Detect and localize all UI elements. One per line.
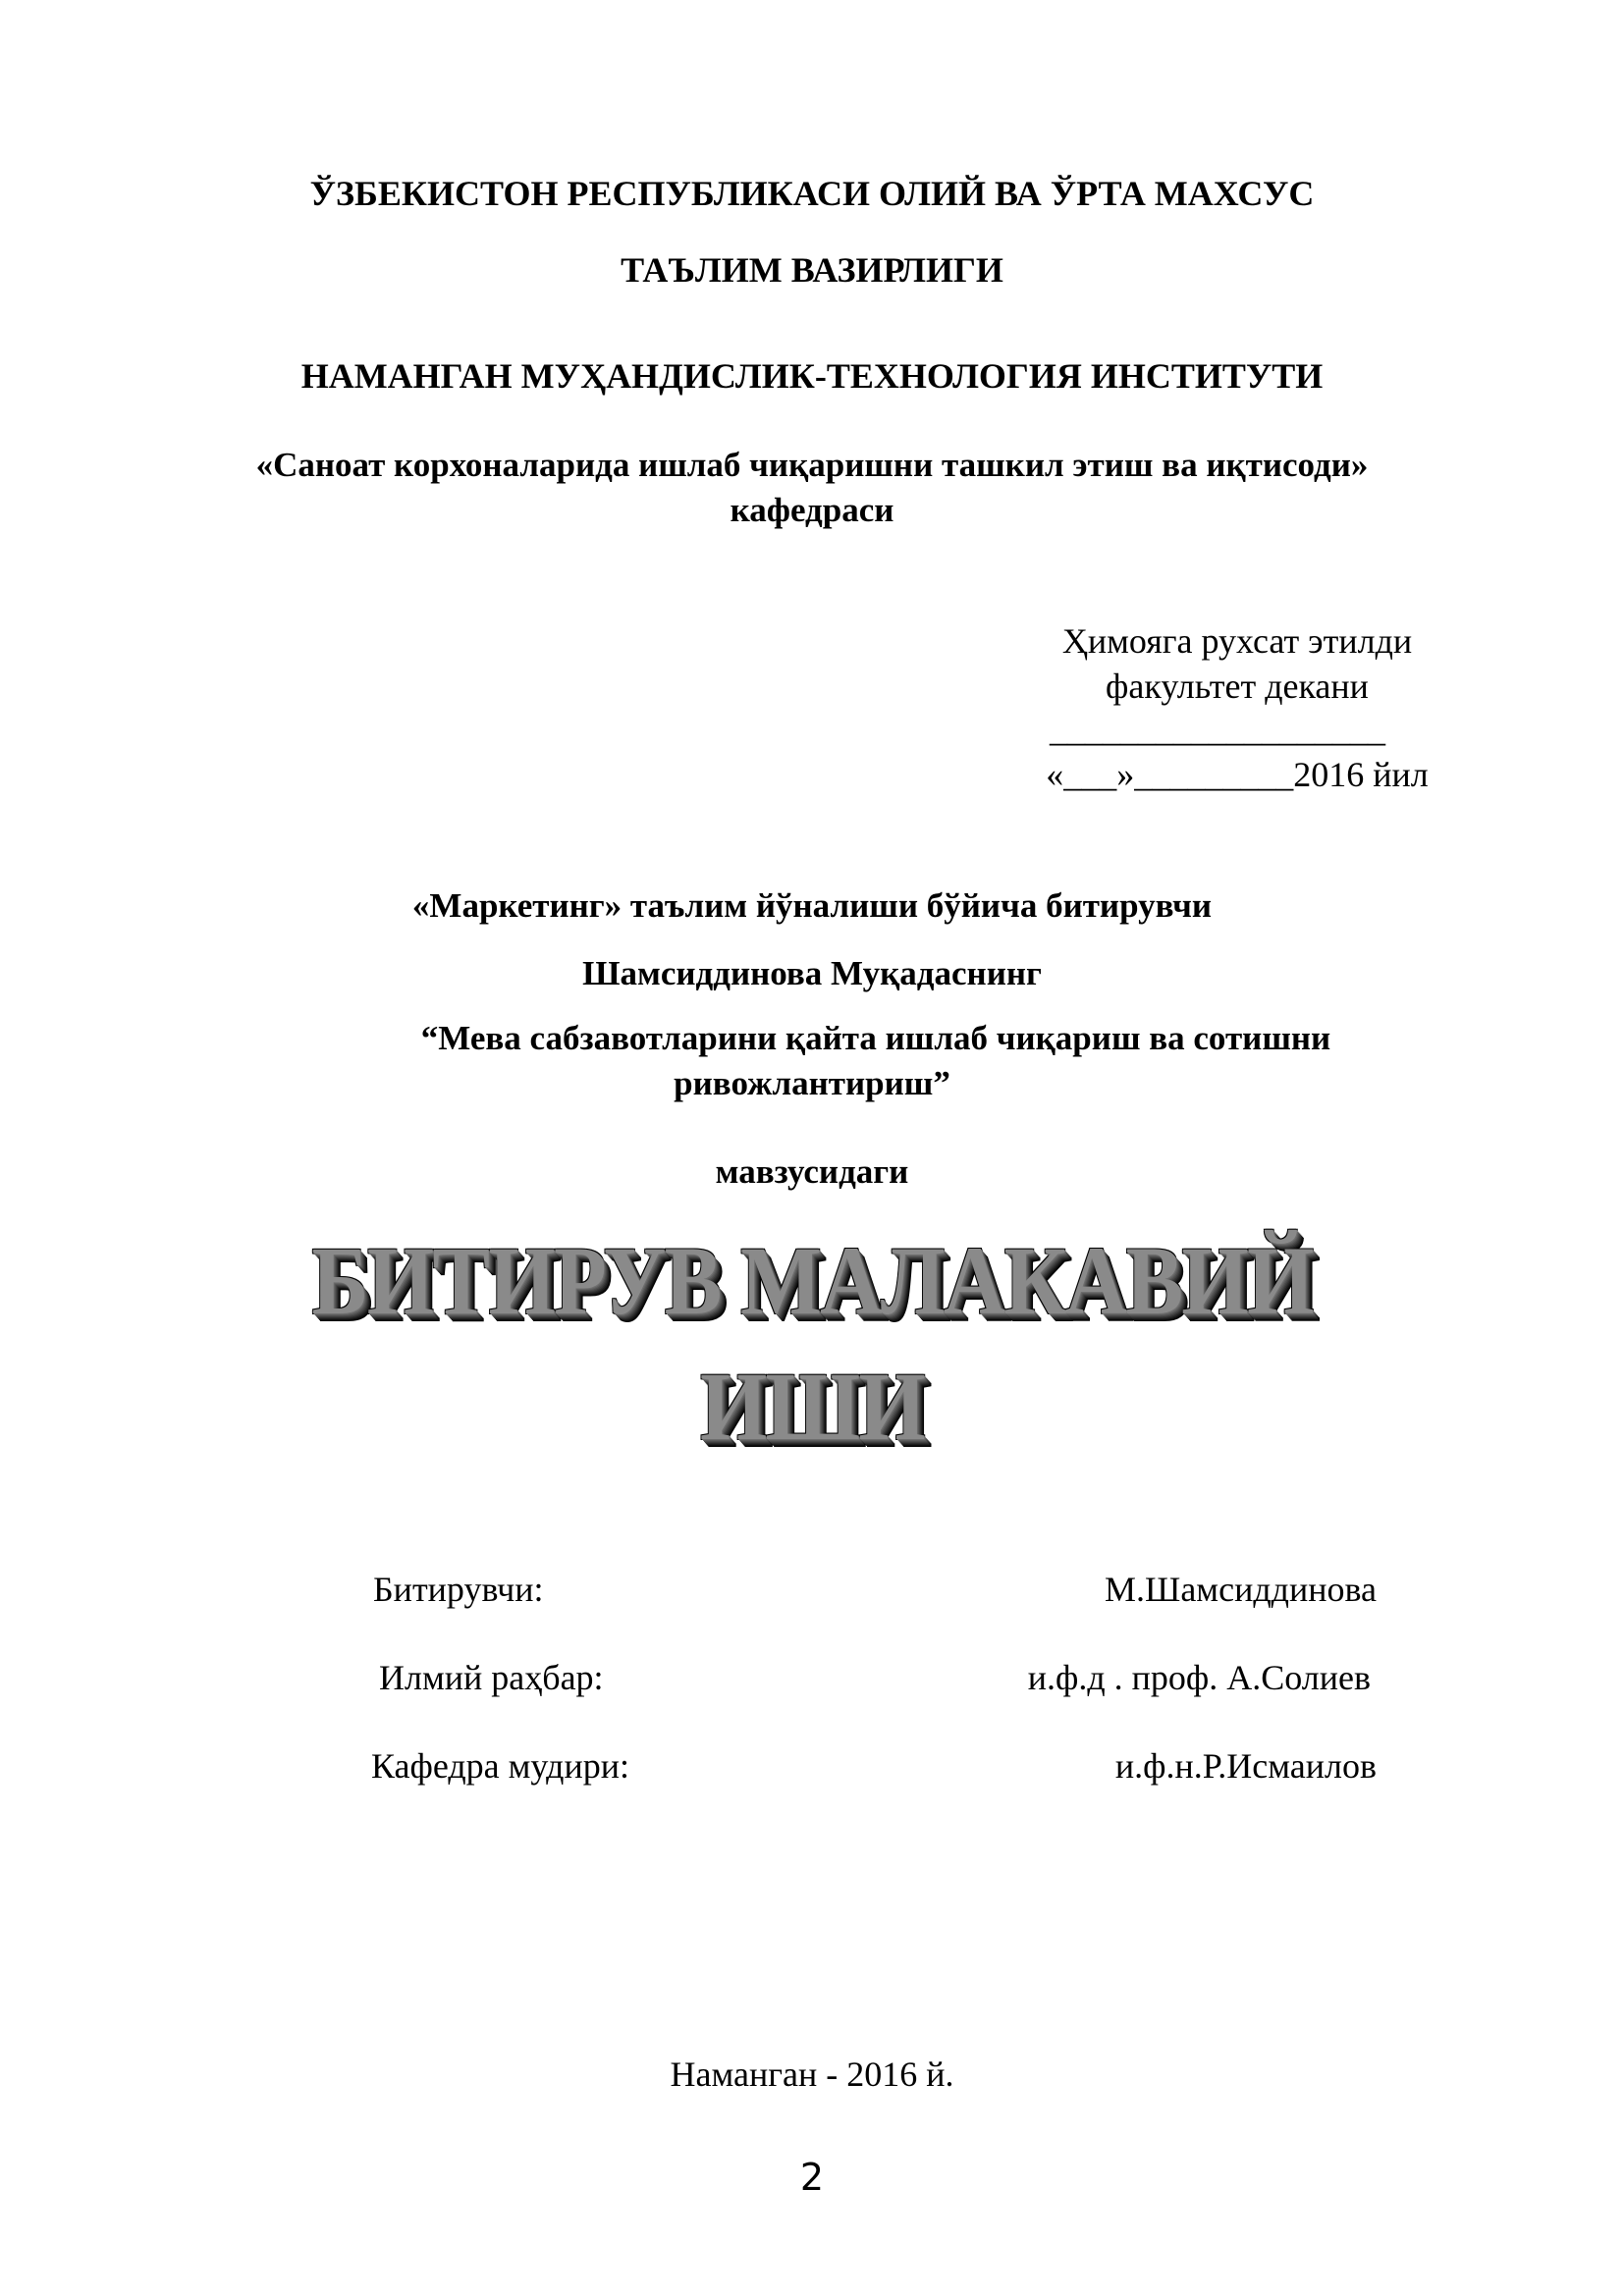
topic-direction: «Маркетинг» таълим йўналиши бўйича битирувчи	[411, 886, 1213, 925]
place-and-year: Наманган - 2016 й.	[670, 2055, 954, 2094]
signature-value: М.Шамсиддинова	[1105, 1570, 1377, 1609]
signature-value: и.ф.н.Р.Исмаилов	[1114, 1746, 1377, 1786]
department-line-2: кафедраси	[730, 491, 894, 529]
ministry-line-1: ЎЗБЕКИСТОН РЕСПУБЛИКАСИ ОЛИЙ ВА ЎРТА МАХСУС	[309, 174, 1315, 213]
work-title-line-2: ИШИ	[699, 1352, 925, 1461]
approval-line-1: Ҳимояга рухсат этилди	[1061, 621, 1413, 661]
approval-line-2: факультет декани	[1106, 667, 1369, 706]
page-number: 2	[799, 2156, 825, 2199]
signature-label: Битирувчи:	[373, 1570, 544, 1609]
work-title-line-1: БИТИРУВ МАЛАКАВИЙ	[311, 1226, 1313, 1335]
signature-label: Илмий раҳбар:	[379, 1658, 604, 1697]
thesis-title-line-1: “Мева сабзавотларини қайта ишлаб чиқариш ва сотишни	[420, 1019, 1331, 1057]
institute-name: НАМАНГАН МУҲАНДИСЛИК-ТЕХНОЛОГИЯ ИНСТИТУТИ	[300, 356, 1324, 396]
signature-value: и.ф.д . проф. А.Солиев	[1027, 1658, 1371, 1697]
signature-label: Кафедра мудири:	[371, 1746, 630, 1786]
thesis-title-line-2: ривожлантириш”	[674, 1064, 950, 1102]
topic-suffix: мавзусидаги	[715, 1152, 909, 1191]
ministry-line-2: ТАЪЛИМ ВАЗИРЛИГИ	[621, 250, 1003, 290]
approval-date-line: «___»_________2016 йил	[1046, 755, 1429, 794]
approval-signature-line: ___________________	[1050, 710, 1385, 749]
student-name: Шамсиддинова Муқадаснинг	[582, 954, 1042, 992]
department-line-1: «Саноат корхоналарида ишлаб чиқаришни ташкил этиш ва иқтисоди»	[255, 446, 1369, 484]
